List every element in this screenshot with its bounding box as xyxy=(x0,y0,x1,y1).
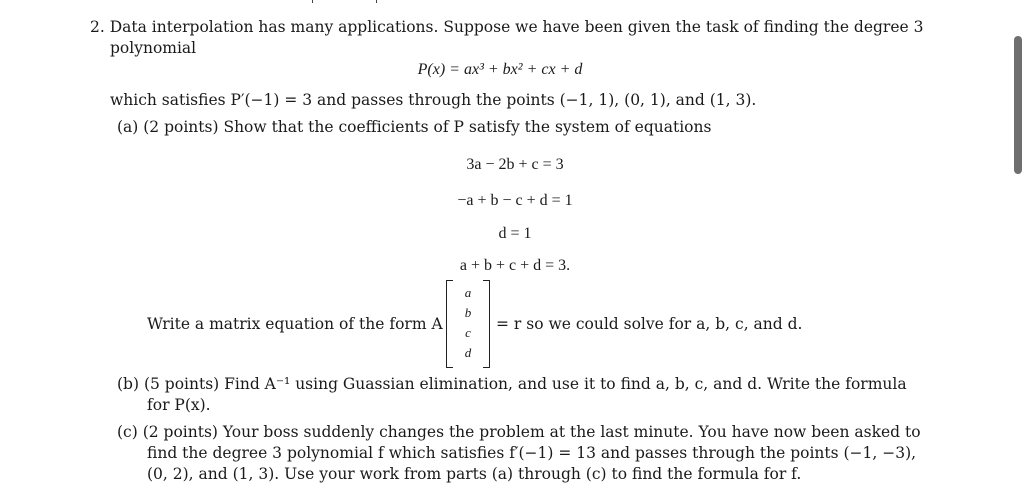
matrix-suffix: = r so we could solve for a, b, c, and d. xyxy=(496,315,803,333)
vertical-scrollbar[interactable] xyxy=(1014,36,1022,174)
top-edge-mark xyxy=(376,0,377,3)
part-b-text: (b) (5 points) Find A⁻¹ using Guassian elimination, and use it to find a, b, c, and d. Write the formula xyxy=(117,375,907,393)
system-equation: −a + b − c + d = 1 xyxy=(457,192,573,209)
matrix-prompt: Write a matrix equation of the form A xyxy=(147,315,443,333)
problem-intro-line: polynomial xyxy=(110,39,197,57)
problem-conditions: which satisfies P′(−1) = 3 and passes through the points (−1, 1), (0, 1), and (1, 3). xyxy=(110,91,757,109)
vector-entry: c xyxy=(465,325,471,340)
part-c-text: (0, 2), and (1, 3). Use your work from parts (a) through (c) to find the formula for f. xyxy=(147,465,802,483)
vector-entry: a xyxy=(464,285,472,300)
system-equation: a + b + c + d = 3. xyxy=(459,257,571,274)
part-c-text: (c) (2 points) Your boss suddenly changes the problem at the last minute. You have now been asked to xyxy=(117,423,921,441)
vector-entry: b xyxy=(464,305,472,320)
part-b-text: for P(x). xyxy=(147,396,211,414)
system-equation: 3a − 2b + c = 3 xyxy=(466,156,564,173)
top-edge-mark xyxy=(312,0,313,3)
polynomial-equation: P(x) = ax³ + bx² + cx + d xyxy=(417,61,583,78)
problem-intro-line: 2. Data interpolation has many applications. Suppose we have been given the task of finding the degree 3 xyxy=(90,18,924,36)
vector-entry: d xyxy=(464,345,472,360)
part-a-heading: (a) (2 points) Show that the coefficients of P satisfy the system of equations xyxy=(117,118,712,136)
system-equation: d = 1 xyxy=(498,225,532,242)
coefficient-vector xyxy=(446,280,490,366)
part-c-text: find the degree 3 polynomial f which satisfies f′(−1) = 13 and passes through the points (−1, −3), xyxy=(147,444,917,462)
